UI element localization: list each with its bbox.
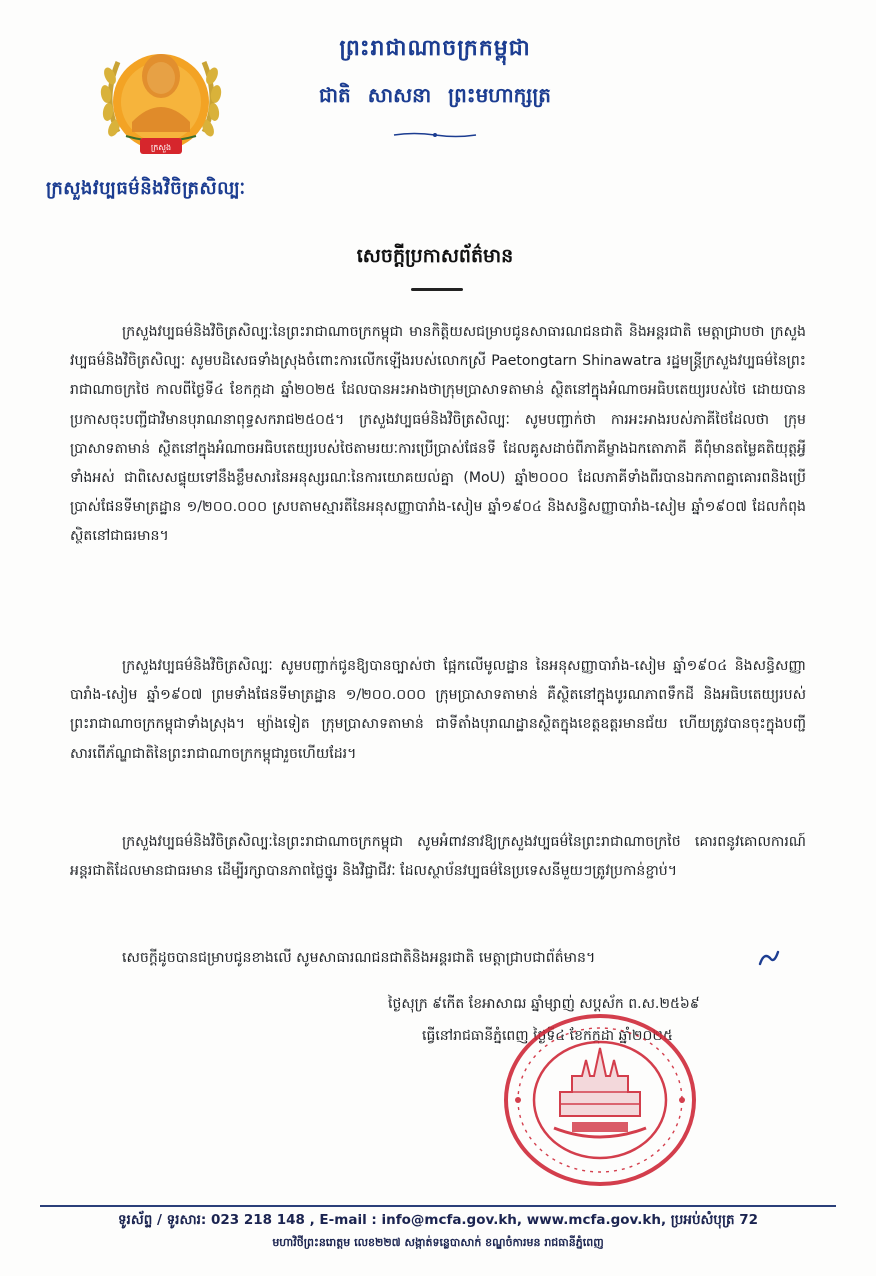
date-lunar: ថ្ងៃសុក្រ ៩កើត ខែអាសាឍ ឆ្នាំម្សាញ់ សប្តស័ក ព.ស.២៥៦៩ <box>388 996 700 1012</box>
footer-divider <box>40 1205 836 1207</box>
footer-address: មហាវិថីព្រះនរោត្តម លេខ២២៧ សង្កាត់ទន្លេបាសាក់ ខណ្ឌចំការមន រាជធានីភ្នំពេញ <box>272 1236 604 1249</box>
document-title: សេចក្តីប្រកាសព័ត៌មាន <box>356 245 514 267</box>
ministry-seal-icon <box>502 1012 698 1188</box>
ministry-emblem-icon <box>96 40 226 168</box>
footer-contact: ទូរស័ព្ទ / ទូរសារ: 023 218 148 , E-mail : info@mcfa.gov.kh, www.mcfa.gov.kh, ប្រអប់សំបុត្រ 72 <box>117 1212 759 1228</box>
kingdom-title: ព្រះរាជាណាចក្រកម្ពុជា <box>339 36 531 61</box>
paragraph-2: ក្រសួងវប្បធម៌និងវិចិត្រសិល្បៈ សូមបញ្ជាក់ជូនឱ្យបានច្បាស់ថា ផ្អែកលើមូលដ្ឋាន នៃអនុសញ្ញាបារាំង-សៀម ឆ្នាំ១៩០៤ និងសន្ធិសញ្ញាបារាំង-សៀម ឆ្នាំ១៩០៧ ព្រមទាំងផែនទីមាត្រដ្ឋាន ១/២០០.០០០ ក្រុមប្រាសាទតាមាន់ គឺស្ថិតនៅក្នុងបូរណភាពទឹកដី និងអធិបតេយ្យរបស់ព្រះរាជាណាចក្រកម្ពុជាទាំងស្រុង។ ម្យ៉ាងទៀត ក្រុមប្រាសាទតាមាន់ ជាទីតាំងបុរាណដ្ឋានស្ថិតក្នុងខេត្តឧត្តរមានជ័យ ហើយត្រូវបានចុះក្នុងបញ្ជីសារពើភ័ណ្ឌជាតិនៃព្រះរាជាណាចក្រកម្ពុជារួចហើយដែរ។ <box>70 658 806 762</box>
paragraph-1: ក្រសួងវប្បធម៌និងវិចិត្រសិល្បៈនៃព្រះរាជាណាចក្រកម្ពុជា មានកិត្តិយសជម្រាបជូនសាធារណជនជាតិ និងអន្តរជាតិ មេត្តាជ្រាបថា ក្រសួងវប្បធម៌និងវិចិត្រសិល្បៈ សូមបដិសេធទាំងស្រុងចំពោះការលើកឡើងរបស់លោកស្រី Paetongtarn Shinawatra រដ្ឋមន្ត្រីក្រសួងវប្បធម៌នៃព្រះរាជាណាចក្រថៃ កាលពីថ្ងៃទី៤ ខែកក្កដា ឆ្នាំ២០២៥ ដែលបានអះអាងថាក្រុមប្រាសាទតាមាន់ ស្ថិតនៅក្នុងអំណាចអធិបតេយ្យរបស់ថៃ ដោយបានប្រកាសចុះបញ្ជីជាវិមានបុរាណនាពុទ្ធសករាជ២៥០៥។ ក្រសួងវប្បធម៌និងវិចិត្រសិល្បៈ សូមបញ្ជាក់ថា ការអះអាងរបស់ភាគីថៃដែលថា ក្រុមប្រាសាទតាមាន់ ស្ថិតនៅក្នុងអំណាចអធិបតេយ្យរបស់ថៃតាមរយៈការប្រើប្រាស់ផែនទី ដែលគូសដាច់ពីភាគីម្ខាងឯកតោភាគី គឺពុំមានតម្លៃគតិយុត្តអ្វីទាំងអស់ ជាពិសេសផ្ទុយទៅនឹងខ្លឹមសារនៃអនុស្សរណៈនៃការយោគយល់គ្នា (MoU) ឆ្នាំ២០០០ ដែលភាគីទាំងពីរបានឯកភាពគ្នាគោរពនិងប្រើប្រាស់ផែនទីមាត្រដ្ឋាន ១/២០០.០០០ ស្របតាមស្មារតីនៃអនុសញ្ញាបារាំង-សៀម ឆ្នាំ១៩០៤ និងសន្ធិសញ្ញាបារាំង-សៀម ឆ្នាំ១៩០៧ ដែលកំពុងស្ថិតនៅជាធរមាន។ <box>70 324 806 545</box>
emblem-banner-text: ក្រសួង <box>150 143 172 152</box>
paragraph-4: សេចក្តីដូចបានជម្រាបជូនខាងលើ សូមសាធារណជនជាតិនិងអន្តរជាតិ មេត្តាជ្រាបជាព័ត៌មាន។ <box>122 950 596 966</box>
ministry-name: ក្រសួងវប្បធម៌និងវិចិត្រសិល្បៈ <box>46 178 246 199</box>
title-underline <box>411 288 463 291</box>
national-motto: ជាតិ សាសនា ព្រះមហាក្សត្រ <box>319 83 551 107</box>
closing-mark-icon <box>758 948 782 970</box>
paragraph-3: ក្រសួងវប្បធម៌និងវិចិត្រសិល្បៈនៃព្រះរាជាណាចក្រកម្ពុជា សូមអំពាវនាវឱ្យក្រសួងវប្បធម៌នៃព្រះរាជាណាចក្រថៃ គោរពនូវគោលការណ៍អន្តរជាតិដែលមានជាធរមាន ដើម្បីរក្សាបានភាពថ្លៃថ្នូរ និងវិជ្ជាជីវៈ ដែលស្ថាប័នវប្បធម៌នៃប្រទេសនីមួយៗត្រូវប្រកាន់ខ្ជាប់។ <box>70 834 806 880</box>
ornament-divider-icon <box>392 124 478 132</box>
date-solar: ធ្វើនៅរាជធានីភ្នំពេញ ថ្ងៃទី៤ ខែកក្កដា ឆ្នាំ២០២៥ <box>422 1028 673 1044</box>
